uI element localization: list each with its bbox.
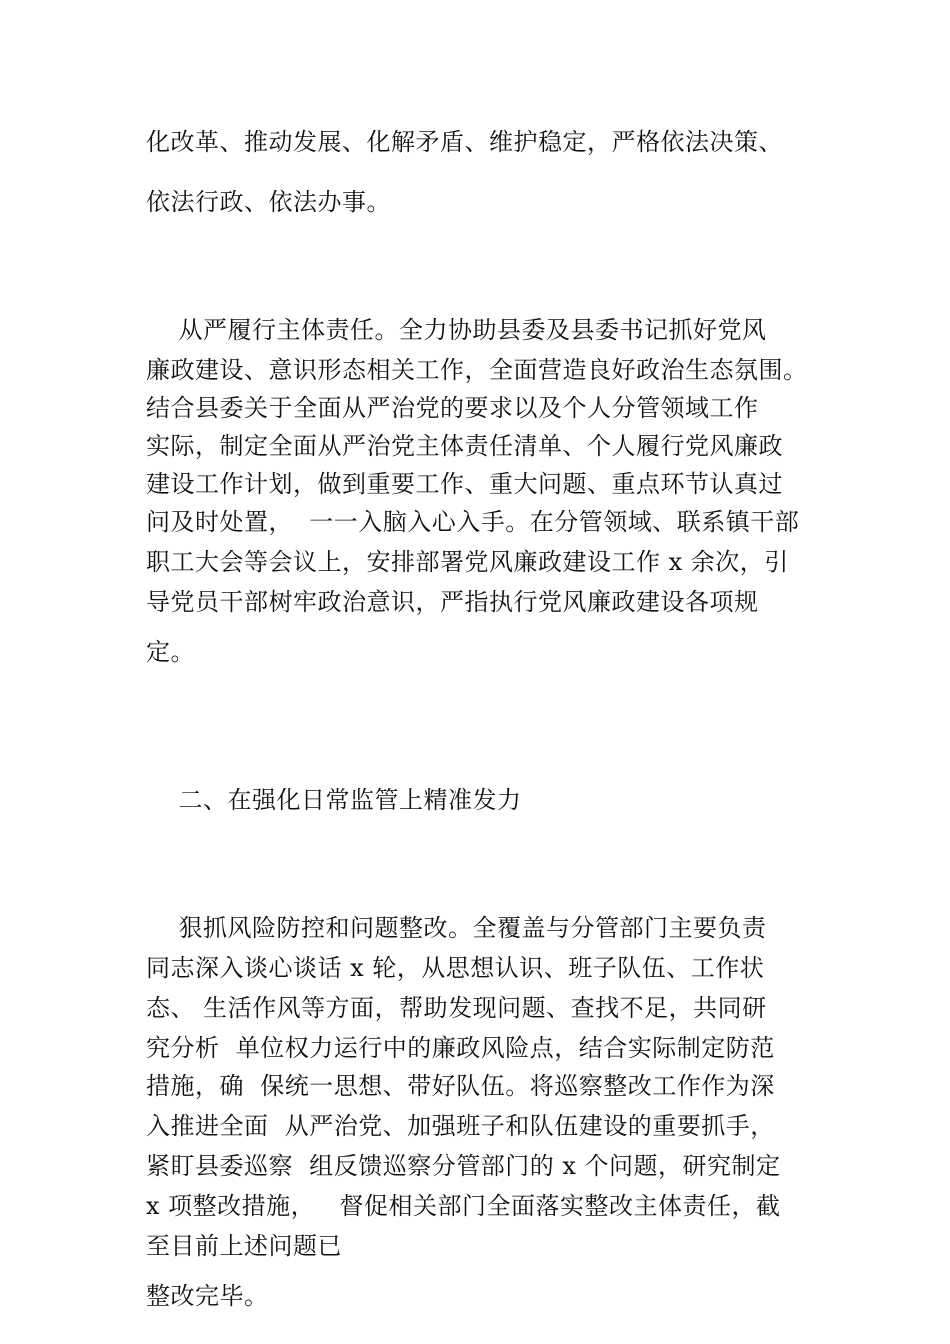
text-line: 措施，确 保统一思想、带好队伍。将巡察整改工作作为深: [146, 1072, 775, 1100]
text-line: 导党员干部树牢政治意识，严指执行党风廉政建设各项规: [146, 588, 759, 616]
text-line: x 项整改措施， 督促相关部门全面落实整改主体责任，截: [146, 1192, 781, 1220]
text-line: 定。: [146, 638, 195, 666]
text-line: 化改革、推动发展、化解矛盾、维护稳定，严格依法决策、: [146, 128, 783, 156]
paragraph-heading-line: 从严履行主体责任。全力协助县委及县委书记抓好党风: [146, 316, 767, 344]
text-line: 入推进全面 从严治党、加强班子和队伍建设的重要抓手，: [146, 1112, 775, 1140]
text-line: 建设工作计划，做到重要工作、重大问题、重点环节认真过: [146, 470, 783, 498]
section-heading: 二、在强化日常监管上精准发力: [146, 786, 522, 814]
text-line: 究分析 单位权力运行中的廉政风险点，结合实际制定防范: [146, 1034, 775, 1062]
text-line: 态、 生活作风等方面，帮助发现问题、查找不足，共同研: [146, 994, 767, 1022]
text-line: 结合县委关于全面从严治党的要求以及个人分管领域工作: [146, 394, 759, 422]
text-line: 同志深入谈心谈话 x 轮，从思想认识、班子队伍、工作状: [146, 954, 765, 982]
text-line: 职工大会等会议上，安排部署党风廉政建设工作 x 余次，引: [146, 548, 789, 576]
text-line: 整改完毕。: [146, 1282, 269, 1310]
text-line: 紧盯县委巡察 组反馈巡察分管部门的 x 个问题，研究制定: [146, 1152, 781, 1180]
text-line: 问及时处置， 一一入脑入心入手。在分管领域、联系镇干部: [146, 508, 800, 536]
text-line: 廉政建设、意识形态相关工作，全面营造良好政治生态氛围。: [146, 356, 808, 384]
paragraph-heading-line: 狠抓风险防控和问题整改。全覆盖与分管部门主要负责: [146, 914, 767, 942]
text-line: 至目前上述问题已: [146, 1232, 342, 1260]
text-line: 依法行政、依法办事。: [146, 188, 391, 216]
text-line: 实际，制定全面从严治党主体责任清单、个人履行党风廉政: [146, 432, 783, 460]
